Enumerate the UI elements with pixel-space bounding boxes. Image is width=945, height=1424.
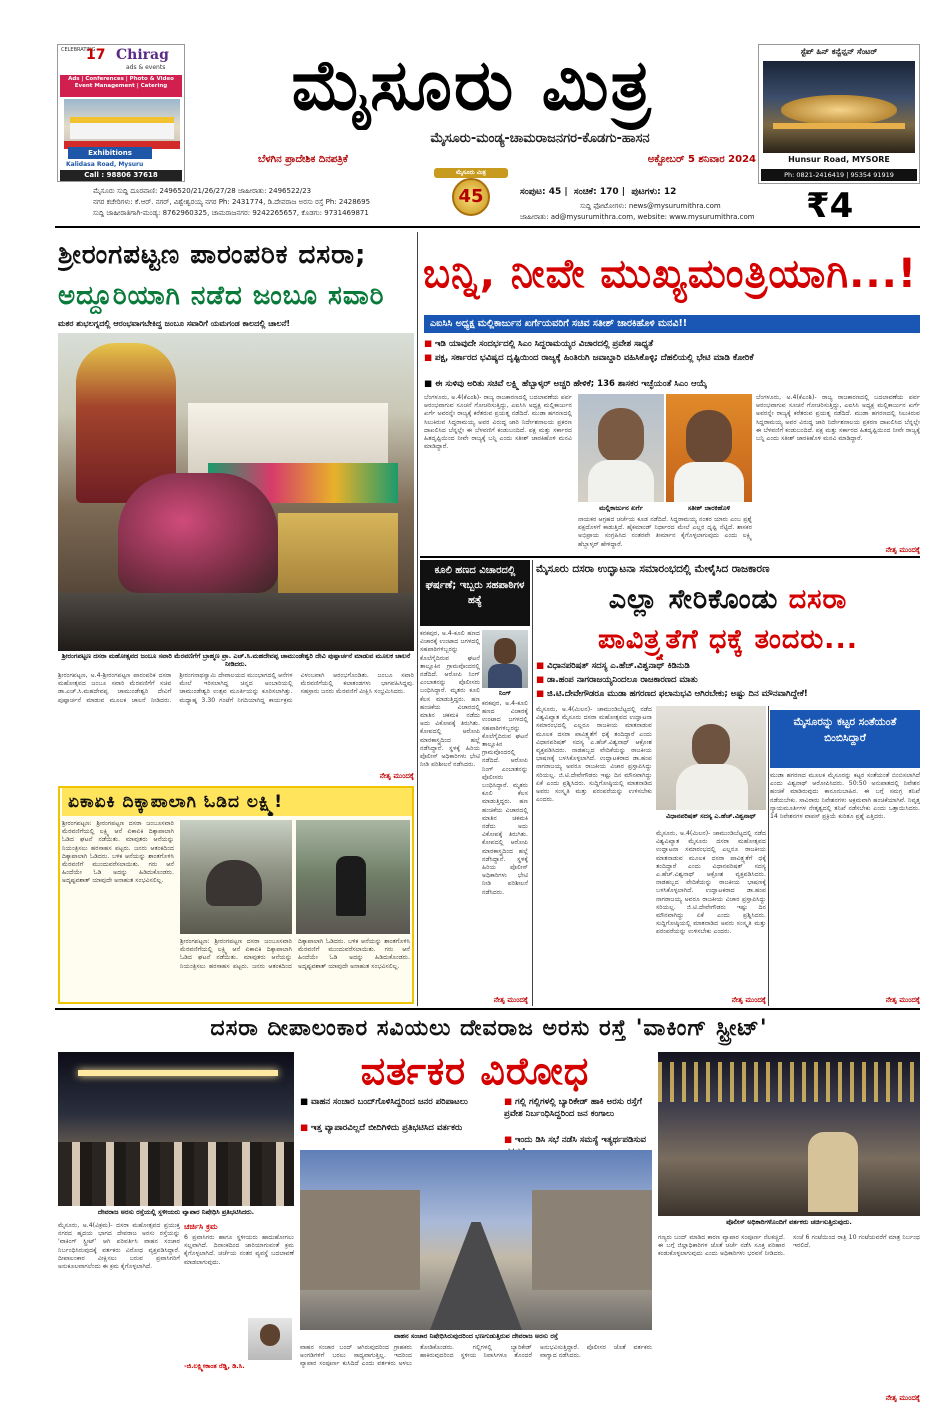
empty-road-photo	[300, 1150, 652, 1330]
ad-services: Ads | Conferences | Photo & Video Event Management | Catering	[60, 75, 182, 97]
lakshmi-headline: ಏಕಾಏಕಿ ದಿಕ್ಕಾಪಾಲಾಗಿ ಓಡಿದ ಲಕ್ಷ್ಮಿ!	[62, 788, 412, 816]
jarkiholi-photo	[666, 394, 752, 502]
vishwanath-photo	[656, 706, 766, 810]
ws-body-left: ಮೈಸೂರು, ಅ.4(ವಿಕ್ರಮ)- ದಸರಾ ಮಹೋತ್ಸವದ ಪ್ರಯುಕ್ತ ನಗರದ ಹೃದಯ ಭಾಗದ ದೇವರಾಜ ಅರಸು ರಸ್ತೆಯನ್ನು 'ವಾಕಿಂಗ್ ಸ್ಟ್ರೀಟ್' ಆಗಿ ಪರಿವರ್ತಿಸಿ ವಾಹನ ಸಂಚಾರ ನಿರ್ಬಂಧಿಸಿರುವುದಕ್ಕೆ ವರ್ತಕರು ವಿರೋಧ ವ್ಯಕ್ತಪಡಿಸಿದ್ದಾರೆ. ದೀಪಾಲಂಕಾರ ವೀಕ್ಷಿಸಲು ಬರುವ ಪ್ರವಾಸಿಗರಿಗೆ ಅನುಕೂಲವಾಗಲೆಂದು ಈ ಕ್ರಮ ಕೈಗೊಳ್ಳಲಾಗಿದೆ.	[58, 1222, 180, 1271]
masthead-title: ಮೈಸೂರು ಮಿತ್ರ	[291, 44, 653, 126]
ad-right-title: ಸ್ಟೆಪ್ ಹಿನ್ ಕನ್ವೆನ್ಷನ್ ಸೆಂಟರ್	[800, 47, 878, 56]
politics-bullet-2-text: ಡಾ.ಹಂಪ ನಾಗರಾಜಯ್ಯನಿಂದಲೂ ರಾಜಕಾರಣದ ಮಾತು	[547, 675, 698, 685]
email-line-1: ಸುದ್ದಿ ಫೋಟೋಗಳು: news@mysurumithra.com	[580, 202, 721, 210]
politics-headline-1	[536, 580, 920, 620]
masthead-rule	[55, 226, 920, 228]
cm-bullet-2-text: ಪಕ್ಷ, ಸರ್ಕಾರದ ಭವಿಷ್ಯದ ದೃಷ್ಟಿಯಿಂದ ರಾಜ್ಯಕ್ಕೆ ಹಿಂತಿರುಗಿ ಜವಾಬ್ದಾರಿ ವಹಿಸಿಕೊಳ್ಳಿ; ದೆಹಲಿಯಲ್ಲಿ ಭೇಟಿ ಮಾಡಿ ಕೋರಿಕೆ	[435, 353, 754, 363]
politics-bullet-3	[536, 688, 920, 700]
cm-signoff: ನೇತೃ ಮುಂದಕ್ಕೆ	[885, 546, 920, 554]
accused-photo	[482, 630, 528, 688]
cm-strap: ಎಐಸಿಸಿ ಅಧ್ಯಕ್ಷ ಮಲ್ಲಿಕಾರ್ಜುನ ಖರ್ಗೆಯವರಿಗೆ ಸಚಿವ ಸತೀಶ್ ಜಾರಕಿಹೊಳಿ ಮನವಿ!!	[424, 315, 920, 333]
jamboo-savari-caption: ಶ್ರೀರಂಗಪಟ್ಟಣ ದಸರಾ ಮಹೋತ್ಸವದ ಜಂಬೂ ಸವಾರಿ ಮೆರವಣಿಗೆಗೆ ಬ್ರಾಹ್ಮಣ ಪ್ರಾ. ಎಚ್.ಸಿ.ಮಹದೇವಪ್ಪ ಚಾಮುಂಡೇಶ್ವರಿ ದೇವಿ ಪುಷ್ಪಾರ್ಚನೆ ಮಾಡುವ ಮೂಲಕ ಚಾಲನೆ ನೀಡಿದರು.	[61, 652, 411, 668]
masthead-tagline: ಬೆಳಗಿನ ಪ್ರಾದೇಶಿಕ ದಿನಪತ್ರಿಕೆ	[258, 154, 348, 165]
lakshmi-body-1: ಶ್ರೀರಂಗಪಟ್ಟಣ: ಶ್ರೀರಂಗಪಟ್ಟಣ ದಸರಾ ಜಂಬೂಸವಾರಿ ಮೆರವಣಿಗೆಯಲ್ಲಿ ಲಕ್ಷ್ಮಿ ಆನೆ ಏಕಾಏಕಿ ದಿಕ್ಕಾಪಾಲಾಗಿ ಓಡಿದ ಘಟನೆ ನಡೆಯಿತು. ಮಾವುತರು ಆನೆಯನ್ನು ನಿಯಂತ್ರಿಸಲು ಹರಸಾಹಸ ಪಟ್ಟರು. ಜನರು ಆತಂಕದಿಂದ ದಿಕ್ಕಾಪಾಲಾಗಿ ಓಡಿದರು. ಬಳಿಕ ಆನೆಯನ್ನು ಶಾಂತಗೊಳಿಸಿ ಮೆರವಣಿಗೆ ಮುಂದುವರೆಸಲಾಯಿತು. ಗರು ಆನೆ ಹಿಂದೆಯೇ ಓಡಿ ಅದನ್ನು ಹಿಡಿದುಕೊಂಡರು. ಅದೃಷ್ಟವಶಾತ್ ಯಾವುದೇ ಅನಾಹುತ ಸಂಭವಿಸಲಿಲ್ಲ.	[62, 820, 174, 885]
kharge-caption: ಮಲ್ಲಿಕಾರ್ಜುನ ಖರ್ಗೆ	[599, 504, 643, 512]
ad-anniv-number: 17	[86, 47, 106, 63]
volume: ಸಂಪುಟ: 45	[520, 187, 562, 197]
issue: ಸಂಚಿಕೆ: 170	[573, 187, 619, 197]
email-line-2: ಜಾಹೀರಾತು: ad@mysurumithra.com, website: www.mysurumithra.com	[520, 213, 755, 221]
kuli-headline-box	[420, 560, 530, 626]
ws-bullet-1-text: ವಾಹನ ಸಂಚಾರ ಬಂದ್‌ಗೊಳಿಸಿದ್ದರಿಂದ ಜನರ ಪರಿಪಾಟಲು	[311, 1097, 468, 1107]
kuli-col-rule	[532, 560, 533, 1006]
ws-body-center: ವಾಹನ ಸಂಚಾರ ಬಂದ್ ಆಗಿರುವುದರಿಂದ ಗ್ರಾಹಕರು ಅಂಗಡಿಗಳಿಗೆ ಬರಲು ಸಾಧ್ಯವಾಗುತ್ತಿಲ್ಲ. ಇದರಿಂದ ವ್ಯಾಪಾರ ಸಂಪೂರ್ಣ ಕುಸಿದಿದೆ ಎಂದು ವರ್ತಕರು ಅಳಲು ತೋಡಿಕೊಂಡರು. ಗಲ್ಲಿಗಳಲ್ಲಿ ಬ್ಯಾರಿಕೇಡ್ ಹಾಕಿರುವುದರಿಂದ ಸ್ಥಳೀಯ ನಿವಾಸಿಗಳೂ ತೊಂದರೆ ಅನುಭವಿಸುತ್ತಿದ್ದಾರೆ. ಪೊಲೀಸರ ಜೊತೆ ವರ್ತಕರು ವಾಗ್ವಾದ ನಡೆಸಿದರು.	[300, 1344, 652, 1368]
cm-bullet-1-text: ಇಡಿ ಯಾವುದೇ ಸಂದರ್ಭದಲ್ಲಿ ಸಿಎಂ ಸಿದ್ದರಾಮಯ್ಯರ ವಿಚಾರದಲ್ಲಿ ಪ್ರವೇಶ ಸಾಧ್ಯತೆ	[435, 339, 654, 349]
srirangapatna-strap: ಮಕರ ಶುಭಲಗ್ನದಲ್ಲಿ ಆರಂಭವಾಗಬೇಕಿದ್ದ ಜಂಬೂ ಸವಾರಿಗೆ ಯಮಗಂಡ ಕಾಲದಲ್ಲಿ ಚಾಲನೆ!	[58, 319, 291, 328]
srirangapatna-headline-2: ಅದ್ದೂರಿಯಾಗಿ ನಡೆದ ಜಂಬೂ ಸವಾರಿ	[58, 281, 385, 311]
ad-photo	[64, 99, 180, 149]
politics-body-1: ಮೈಸೂರು, ಅ.4(ಮಿಲನ)- ಚಾಮುಂಡಿಬೆಟ್ಟದಲ್ಲಿ ನಡೆದ ವಿಶ್ವವಿಖ್ಯಾತ ಮೈಸೂರು ದಸರಾ ಮಹೋತ್ಸವದ ಉದ್ಘಾಟನಾ ಸಮಾರಂಭದಲ್ಲಿ ಎಲ್ಲರೂ ರಾಜಕೀಯ ಮಾತನಾಡುವ ಮೂಲಕ ದಸರಾ ಪಾವಿತ್ರ್ಯತೆಗೆ ಧಕ್ಕೆ ತಂದಿದ್ದಾರೆ ಎಂದು ವಿಧಾನಪರಿಷತ್ ಸದಸ್ಯ ಎ.ಹೆಚ್.ವಿಶ್ವನಾಥ್ ಆಕ್ರೋಶ ವ್ಯಕ್ತಪಡಿಸಿದರು. ನಾಡಹಬ್ಬದ ವೇದಿಕೆಯನ್ನು ರಾಜಕೀಯ ಭಾಷಣಕ್ಕೆ ಬಳಸಿಕೊಳ್ಳಲಾಗಿದೆ. ಉದ್ಘಾಟಕರಾದ ಡಾ.ಹಂಪ ನಾಗರಾಜಯ್ಯ ಅವರೂ ರಾಜಕೀಯ ವಿಚಾರ ಪ್ರಸ್ತಾಪಿಸಿದ್ದು ಸರಿಯಲ್ಲ. ಜಿ.ಟಿ.ದೇವೇಗೌಡರು ಇಷ್ಟು ದಿನ ಮೌನವಾಗಿದ್ದು ಏಕೆ ಎಂದು ಪ್ರಶ್ನಿಸಿದರು. ಸುದ್ದಿಗೋಷ್ಠಿಯಲ್ಲಿ ಮಾತನಾಡಿದ ಅವರು ಸಂಸ್ಕೃತಿ ಮತ್ತು ಪರಂಪರೆಯನ್ನು ಉಳಿಸಬೇಕು ಎಂದರು.	[536, 706, 652, 804]
ws-bullet-3	[300, 1122, 500, 1134]
dc-sidebar-text: 6 ಪ್ರವಾಸಿಗರು ಹಾಗೂ ಸ್ಥಳೀಯರು ಹಾದುಹೋಗಲು ಸಲ್ಲವಾಗಿದೆ. ದಿನಾಂಕದಿಂದ ಜಾರಿಯಾಗುವಂತೆ ಕ್ರಮ ಕೈಗೊಳ್ಳಲಾಗಿದೆ. ಚರ್ಚೆಯ ನಂತರ ವ್ಯವಸ್ಥೆ ಬದಲಾವಣೆ ಮಾಡಲಾಗುವುದು.	[184, 1234, 294, 1266]
mysuru-body: ಮುಡಾ ಹಗರಣದ ಮೂಲಕ ಮೈಸೂರನ್ನು ಕಟ್ಟರ ಸಂತೆಯಂತೆ ಬಿಂಬಿಸಲಾಗಿದೆ ಎಂದು ವಿಶ್ವನಾಥ್ ಆರೋಪಿಸಿದರು. 50:50 ಅನುಪಾತದಲ್ಲಿ ನಿವೇಶನ ಹಂಚಿಕೆ ಮಾಡಿರುವುದು ಕಾನೂನುಬಾಹಿರ. ಈ ಬಗ್ಗೆ ಸಮಗ್ರ ತನಿಖೆ ನಡೆಯಬೇಕು. ಸಾವಿರಾರು ನಿವೇಶನಗಳು ಅಕ್ರಮವಾಗಿ ಹಂಚಿಕೆಯಾಗಿವೆ. ನಿವೃತ್ತ ನ್ಯಾಯಮೂರ್ತಿಗಳ ನೇತೃತ್ವದಲ್ಲಿ ತನಿಖೆ ನಡೆಸಬೇಕು ಎಂದು ಒತ್ತಾಯಿಸಿದರು. 14 ನಿವೇಶನಗಳ ವಾಪಸ್ ಪ್ರಕ್ರಿಯೆ ಕುರಿತೂ ಪ್ರಶ್ನೆ ಎತ್ತಿದರು.	[770, 772, 920, 821]
traders-caption: ಪೊಲೀಸ್ ಅಧಿಕಾರಿಗಳೊಂದಿಗೆ ವರ್ತಕರು ಚರ್ಚಿಸುತ್ತಿರುವುದು.	[726, 1218, 852, 1226]
lakshmi-body-2	[180, 938, 410, 996]
anniversary-label: ಮೈಸೂರು ಮಿತ್ರ	[434, 168, 508, 178]
traders-photo	[658, 1052, 920, 1216]
chirag-ad[interactable]	[57, 44, 185, 182]
mid-page-rule	[55, 1008, 920, 1010]
kuli-body: ಕನಕಪುರ, ಅ.4-ಕೂಲಿ ಹಣದ ವಿಚಾರಕ್ಕೆ ಉಂಟಾದ ಜಗಳದಲ್ಲಿ ಸಹಪಾಠಿಗಳಿಬ್ಬರನ್ನು ಕೊಲೆಗೈದಿರುವ ಘಟನೆ ತಾಲ್ಲೂಕಿನ ಗ್ರಾಮವೊಂದರಲ್ಲಿ ನಡೆದಿದೆ. ಆರೋಪಿ ನಿಂಗ್ ಎಂಬಾತನನ್ನು ಪೊಲೀಸರು ಬಂಧಿಸಿದ್ದಾರೆ. ಮೃತರು ಕೂಲಿ ಕೆಲಸ ಮಾಡುತ್ತಿದ್ದರು. ಹಣ ಹಂಚಿಕೆಯ ವಿಚಾರದಲ್ಲಿ ಮಾತಿನ ಚಕಮಕಿ ನಡೆದು ಅದು ವಿಕೋಪಕ್ಕೆ ತಿರುಗಿತು. ಕೋಪದಲ್ಲಿ ಆರೋಪಿ ಮಾರಕಾಸ್ತ್ರದಿಂದ ಹಲ್ಲೆ ನಡೆಸಿದ್ದಾನೆ. ಸ್ಥಳಕ್ಕೆ ಹಿರಿಯ ಪೊಲೀಸ್ ಅಧಿಕಾರಿಗಳು ಭೇಟಿ ನೀಡಿ ಪರಿಶೀಲನೆ ನಡೆಸಿದರು.	[420, 630, 480, 769]
price: ₹4	[806, 186, 854, 226]
mysuru-headline: ಮೈಸೂರನ್ನು ಕಟ್ಟರ ಸಂತೆಯಂತೆ ಬಿಂಬಿಸಿದ್ದಾರೆ	[793, 716, 897, 744]
mysuru-headline-box	[770, 710, 920, 768]
politics-body-2: ಮೈಸೂರು, ಅ.4(ಮಿಲನ)- ಚಾಮುಂಡಿಬೆಟ್ಟದಲ್ಲಿ ನಡೆದ ವಿಶ್ವವಿಖ್ಯಾತ ಮೈಸೂರು ದಸರಾ ಮಹೋತ್ಸವದ ಉದ್ಘಾಟನಾ ಸಮಾರಂಭದಲ್ಲಿ ಎಲ್ಲರೂ ರಾಜಕೀಯ ಮಾತನಾಡುವ ಮೂಲಕ ದಸರಾ ಪಾವಿತ್ರ್ಯತೆಗೆ ಧಕ್ಕೆ ತಂದಿದ್ದಾರೆ ಎಂದು ವಿಧಾನಪರಿಷತ್ ಸದಸ್ಯ ಎ.ಹೆಚ್.ವಿಶ್ವನಾಥ್ ಆಕ್ರೋಶ ವ್ಯಕ್ತಪಡಿಸಿದರು. ನಾಡಹಬ್ಬದ ವೇದಿಕೆಯನ್ನು ರಾಜಕೀಯ ಭಾಷಣಕ್ಕೆ ಬಳಸಿಕೊಳ್ಳಲಾಗಿದೆ. ಉದ್ಘಾಟಕರಾದ ಡಾ.ಹಂಪ ನಾಗರಾಜಯ್ಯ ಅವರೂ ರಾಜಕೀಯ ವಿಚಾರ ಪ್ರಸ್ತಾಪಿಸಿದ್ದು ಸರಿಯಲ್ಲ. ಜಿ.ಟಿ.ದೇವೇಗೌಡರು ಇಷ್ಟು ದಿನ ಮೌನವಾಗಿದ್ದು ಏಕೆ ಎಂದು ಪ್ರಶ್ನಿಸಿದರು. ಸುದ್ದಿಗೋಷ್ಠಿಯಲ್ಲಿ ಮಾತನಾಡಿದ ಅವರು ಸಂಸ್ಕೃತಿ ಮತ್ತು ಪರಂಪರೆಯನ್ನು ಉಳಿಸಬೇಕು ಎಂದರು.	[656, 830, 766, 936]
empty-road-caption: ವಾಹನ ಸಂಚಾರ ನಿಷೇಧಿಸಿರುವುದರಿಂದ ಭಣಗುಡುತ್ತಿರುವ ದೇವರಾಜ ಅರಸು ರಸ್ತೆ	[393, 1332, 559, 1340]
srirangapatna-signoff: ನೇತೃ ಮುಂದಕ್ಕೆ	[379, 772, 414, 780]
ws-body-right: ಗಣ್ಯರು ಬಂದ್ ಮಾಡಿದ ಕಾರಣ ವ್ಯಾಪಾರ ಸಂಪೂರ್ಣ ನೆಲಕಚ್ಚಿದೆ. ಈ ಬಗ್ಗೆ ಜಿಲ್ಲಾಧಿಕಾರಿಗಳ ಜೊತೆ ಚರ್ಚೆ ನಡೆಸಿ ಸೂಕ್ತ ಪರಿಹಾರ ಕಂಡುಕೊಳ್ಳಲಾಗುವುದು ಎಂದು ಅಧಿಕಾರಿಗಳು ಭರವಸೆ ನೀಡಿದರು. ಸಂಜೆ 6 ಗಂಟೆಯಿಂದ ರಾತ್ರಿ 10 ಗಂಟೆಯವರೆಗೆ ಮಾತ್ರ ನಿರ್ಬಂಧ ಇರಲಿದೆ.	[658, 1234, 920, 1258]
ad-address: Kalidasa Road, Mysuru	[66, 161, 144, 168]
srirangapatna-headline-1: ಶ್ರೀರಂಗಪಟ್ಟಣ ಪಾರಂಪರಿಕ ದಸರಾ;	[58, 240, 367, 270]
cm-bottom-rule	[420, 556, 920, 558]
anniversary-number: 45	[452, 178, 490, 216]
ad-right-photo	[763, 61, 915, 153]
contact-line-2: ನಗರ ಕಚೇರಿಗಳು: ಕೆ.ಆರ್. ನಗರ್, ವಿಶ್ವೇಶ್ವರಯ್ಯ ನಗರ Ph: 2431774, ಡಿ.ದೇವರಾಜ ಅರಸು ರಸ್ತೆ Ph: 2428695	[93, 198, 371, 206]
pages: ಪುಟಗಳು: 12	[631, 187, 677, 197]
cm-body-right: ಬೆಂಗಳೂರು, ಅ.4(ಕೆಎಂಶಿ)- ರಾಜ್ಯ ರಾಜಕಾರಣದಲ್ಲಿ ಬದಲಾವಣೆಯ ಪರ್ವ ಆರಂಭವಾಗುವ ಸೂಚನೆ ಗೋಚರಿಸುತ್ತಿದ್ದು, ಎಐಸಿಸಿ ಅಧ್ಯಕ್ಷ ಮಲ್ಲಿಕಾರ್ಜುನ ಖರ್ಗೆ ಅವರನ್ನೇ ರಾಜ್ಯಕ್ಕೆ ಕರೆತರುವ ಪ್ರಯತ್ನ ನಡೆದಿದೆ. ಮುಡಾ ಹಗರಣದಲ್ಲಿ ಸಿಲುಕಿರುವ ಸಿದ್ದರಾಮಯ್ಯ ಅವರ ವಿರುದ್ಧ ಜಾರಿ ನಿರ್ದೇಶನಾಲಯ ಪ್ರಕರಣ ದಾಖಲಿಸಿದ ಬೆನ್ನಲ್ಲೇ ಈ ಬೆಳವಣಿಗೆ ಕಂಡುಬಂದಿದೆ. ಪಕ್ಷ ಮತ್ತು ಸರ್ಕಾರದ ಹಿತದೃಷ್ಟಿಯಿಂದ ನೀವೇ ರಾಜ್ಯಕ್ಕೆ ಬನ್ನಿ ಎಂದು ಸತೀಶ್ ಜಾರಕಿಹೊಳಿ ಮನವಿ ಮಾಡಿದ್ದಾರೆ.	[756, 394, 920, 443]
ws-bullet-2	[504, 1096, 654, 1120]
cm-body-mid: ನಾಯಕರ ಆಗ್ರಹದ ಚರ್ಚೆಯ ಕೂಡ ನಡೆದಿದೆ. ಸಿದ್ದರಾಮಯ್ಯ ನಂತರ ಯಾರು ಎಂಬ ಪ್ರಶ್ನೆ ಪಕ್ಷದೊಳಗೆ ಕಾಡುತ್ತಿದೆ. ಹೈಕಮಾಂಡ್ ನಿರ್ಧಾರದ ಮೇಲೆ ಎಲ್ಲರ ದೃಷ್ಟಿ ನೆಟ್ಟಿದೆ. ಶಾಸಕರ ಅಭಿಪ್ರಾಯ ಸಂಗ್ರಹಿಸಿದ ನಂತರವೇ ತೀರ್ಮಾನ ಕೈಗೊಳ್ಳಲಾಗುವುದು ಎಂದು ಲಕ್ಷ್ಮಿ ಹೆಬ್ಬಾಳ್ಕರ್ ಹೇಳಿದ್ದಾರೆ.	[578, 516, 752, 548]
ad-right-address: Hunsur Road, MYSORE	[788, 155, 890, 164]
politics-kicker: ಮೈಸೂರು ದಸರಾ ಉದ್ಘಾಟನಾ ಸಮಾರಂಭದಲ್ಲಿ ಮೇಳೈಸಿದ ರಾಜಕಾರಣ	[536, 563, 770, 575]
ad-brand: Chirag	[116, 47, 169, 63]
politics-headline-2: ಪಾವಿತ್ರ್ಯತೆಗೆ ಧಕ್ಕೆ ತಂದರು...	[598, 624, 858, 655]
cm-bullet-2	[424, 352, 920, 364]
politics-signoff: ನೇತೃ ಮುಂದಕ್ಕೆ	[731, 996, 766, 1004]
masthead-regions: ಮೈಸೂರು-ಮಂಡ್ಯ-ಚಾಮರಾಜನಗರ-ಕೊಡಗು-ಹಾಸನ	[430, 131, 650, 146]
jamboo-savari-photo	[58, 333, 414, 651]
dc-photo	[248, 1318, 292, 1360]
vishwanath-caption: ವಿಧಾನಪರಿಷತ್ ಸದಸ್ಯ ಎ.ಹೆಚ್.ವಿಶ್ವನಾಥ್	[666, 812, 756, 820]
ad-phone: Call : 98806 37618	[60, 170, 182, 181]
walking-street-headline-1: ದಸರಾ ದೀಪಾಲಂಕಾರ ಸವಿಯಲು ದೇವರಾಜ ಅರಸು ರಸ್ತೆ 'ವಾಕಿಂಗ್ ಸ್ಟ್ರೀಟ್'	[210, 1016, 768, 1041]
jarkiholi-caption: ಸತೀಶ್ ಜಾರಕಿಹೊಳಿ	[687, 504, 731, 512]
politics-bullet-1-text: ವಿಧಾನಪರಿಷತ್ ಸದಸ್ಯ ಎ.ಹೆಚ್.ವಿಶ್ವನಾಥ್ ಕಿಡಿನುಡಿ	[547, 661, 690, 671]
politics-headline-1-red: ದಸರಾ	[788, 584, 848, 615]
protest-photo	[58, 1052, 294, 1206]
dc-sidebar-sig: -ಜಿ.ಲಕ್ಷ್ಮೀಕಾಂತ ರೆಡ್ಡಿ, ಡಿ.ಸಿ.	[184, 1362, 245, 1370]
politics-bullet-2	[536, 674, 920, 686]
walking-street-headline-2: ವರ್ತಕರ ವಿರೋಧ	[360, 1049, 590, 1093]
accused-caption: ನಿಂಗ್	[498, 689, 512, 697]
lakshmi-photo-2	[296, 820, 410, 934]
ws-bullet-2-text: ಗಲ್ಲಿ ಗಲ್ಲಿಗಳಲ್ಲಿ ಬ್ಯಾರಿಕೇಡ್ ಹಾಕಿ ಅರಸು ರಸ್ತೆಗೆ ಪ್ರವೇಶ ನಿರ್ಬಂಧಿಸಿದ್ದರಿಂದ ಜನ ಕಂಗಾಲು	[504, 1097, 642, 1119]
ad-brand-sub: ads & events	[126, 64, 166, 71]
anniversary-badge	[430, 168, 512, 220]
left-col-rule	[417, 232, 418, 1006]
kuli-body-2: ಕನಕಪುರ, ಅ.4-ಕೂಲಿ ಹಣದ ವಿಚಾರಕ್ಕೆ ಉಂಟಾದ ಜಗಳದಲ್ಲಿ ಸಹಪಾಠಿಗಳಿಬ್ಬರನ್ನು ಕೊಲೆಗೈದಿರುವ ಘಟನೆ ತಾಲ್ಲೂಕಿನ ಗ್ರಾಮವೊಂದರಲ್ಲಿ ನಡೆದಿದೆ. ಆರೋಪಿ ನಿಂಗ್ ಎಂಬಾತನನ್ನು ಪೊಲೀಸರು ಬಂಧಿಸಿದ್ದಾರೆ. ಮೃತರು ಕೂಲಿ ಕೆಲಸ ಮಾಡುತ್ತಿದ್ದರು. ಹಣ ಹಂಚಿಕೆಯ ವಿಚಾರದಲ್ಲಿ ಮಾತಿನ ಚಕಮಕಿ ನಡೆದು ಅದು ವಿಕೋಪಕ್ಕೆ ತಿರುಗಿತು. ಕೋಪದಲ್ಲಿ ಆರೋಪಿ ಮಾರಕಾಸ್ತ್ರದಿಂದ ಹಲ್ಲೆ ನಡೆಸಿದ್ದಾನೆ. ಸ್ಥಳಕ್ಕೆ ಹಿರಿಯ ಪೊಲೀಸ್ ಅಧಿಕಾರಿಗಳು ಭೇಟಿ ನೀಡಿ ಪರಿಶೀಲನೆ ನಡೆಸಿದರು.	[482, 700, 528, 896]
ws-bullet-3-text: ಇತ್ತ ವ್ಯಾಪಾರವಿಲ್ಲದೆ ಬೀದಿಗಿಳಿದು ಪ್ರತಿಭಟಿಸಿದ ವರ್ತಕರು	[311, 1123, 463, 1133]
ws-bullet-4-text: ಇಂದು ಡಿಸಿ ಸಭೆ ನಡೆಸಿ ಸಮಸ್ಯೆ ಇತ್ಯರ್ಥಪಡಿಸುವ	[515, 1135, 647, 1145]
ad-anniv-note: CELEBRATING	[61, 47, 96, 53]
kharge-photo	[578, 394, 664, 502]
dc-sidebar	[184, 1222, 294, 1372]
ws-signoff: ನೇತೃ ಮುಂದಕ್ಕೆ	[885, 1394, 920, 1402]
ws-bullet-1	[300, 1096, 500, 1108]
lakshmi-body-2-text: ಶ್ರೀರಂಗಪಟ್ಟಣ: ಶ್ರೀರಂಗಪಟ್ಟಣ ದಸರಾ ಜಂಬೂಸವಾರಿ ಮೆರವಣಿಗೆಯಲ್ಲಿ ಲಕ್ಷ್ಮಿ ಆನೆ ಏಕಾಏಕಿ ದಿಕ್ಕಾಪಾಲಾಗಿ ಓಡಿದ ಘಟನೆ ನಡೆಯಿತು. ಮಾವುತರು ಆನೆಯನ್ನು ನಿಯಂತ್ರಿಸಲು ಹರಸಾಹಸ ಪಟ್ಟರು. ಜನರು ಆತಂಕದಿಂದ ದಿಕ್ಕಾಪಾಲಾಗಿ ಓಡಿದರು. ಬಳಿಕ ಆನೆಯನ್ನು ಶಾಂತಗೊಳಿಸಿ ಮೆರವಣಿಗೆ ಮುಂದುವರೆಸಲಾಯಿತು. ಗರು ಆನೆ ಹಿಂದೆಯೇ ಓಡಿ ಅದನ್ನು ಹಿಡಿದುಕೊಂಡರು. ಅದೃಷ್ಟವಶಾತ್ ಯಾವುದೇ ಅನಾಹುತ ಸಂಭವಿಸಲಿಲ್ಲ.	[180, 938, 410, 970]
kuli-signoff: ನೇತೃ ಮುಂದಕ್ಕೆ	[493, 996, 528, 1004]
convention-ad[interactable]	[758, 44, 920, 184]
cm-body-left: ಬೆಂಗಳೂರು, ಅ.4(ಕೆಎಂಶಿ)- ರಾಜ್ಯ ರಾಜಕಾರಣದಲ್ಲಿ ಬದಲಾವಣೆಯ ಪರ್ವ ಆರಂಭವಾಗುವ ಸೂಚನೆ ಗೋಚರಿಸುತ್ತಿದ್ದು, ಎಐಸಿಸಿ ಅಧ್ಯಕ್ಷ ಮಲ್ಲಿಕಾರ್ಜುನ ಖರ್ಗೆ ಅವರನ್ನೇ ರಾಜ್ಯಕ್ಕೆ ಕರೆತರುವ ಪ್ರಯತ್ನ ನಡೆದಿದೆ. ಮುಡಾ ಹಗರಣದಲ್ಲಿ ಸಿಲುಕಿರುವ ಸಿದ್ದರಾಮಯ್ಯ ಅವರ ವಿರುದ್ಧ ಜಾರಿ ನಿರ್ದೇಶನಾಲಯ ಪ್ರಕರಣ ದಾಖಲಿಸಿದ ಬೆನ್ನಲ್ಲೇ ಈ ಬೆಳವಣಿಗೆ ಕಂಡುಬಂದಿದೆ. ಪಕ್ಷ ಮತ್ತು ಸರ್ಕಾರದ ಹಿತದೃಷ್ಟಿಯಿಂದ ನೀವೇ ರಾಜ್ಯಕ್ಕೆ ಬನ್ನಿ ಎಂದು ಸತೀಶ್ ಜಾರಕಿಹೊಳಿ ಮನವಿ ಮಾಡಿದ್ದಾರೆ.	[424, 394, 572, 451]
contact-line-3: ಸುದ್ದಿ ಜಾಹೀರಾತಿಗಾಗಿ-ಮಂಡ್ಯ: 8762960325, ಚಾಮರಾಜನಗರ: 9242265657, ಕೊಡಗು: 9731469871	[93, 209, 369, 217]
right-col-rule	[768, 706, 769, 1006]
ad-right-phone: Ph: 0821-2416419 | 95354 91919	[761, 169, 917, 181]
srirangapatna-body: ಶ್ರೀರಂಗಪಟ್ಟಣ, ಅ.4-ಶ್ರೀರಂಗಪಟ್ಟಣ ಪಾರಂಪರಿಕ ದಸರಾ ಮಹೋತ್ಸವದ ಜಂಬೂ ಸವಾರಿ ಮೆರವಣಿಗೆಗೆ ಸಚಿವ ಡಾ.ಎಚ್.ಸಿ.ಮಹದೇವಪ್ಪ ಚಾಮುಂಡೇಶ್ವರಿ ದೇವಿಗೆ ಪುಷ್ಪಾರ್ಚನೆ ಮಾಡುವ ಮೂಲಕ ಚಾಲನೆ ನೀಡಿದರು. ಶ್ರೀರಂಗನಾಥಸ್ವಾಮಿ ದೇವಾಲಯದ ಮುಂಭಾಗದಲ್ಲಿ ಆನೆಗಳ ಮೇಲೆ ಇರಿಸಲಾಗಿದ್ದ ಚಿನ್ನದ ಅಂಬಾರಿಯಲ್ಲಿ ಚಾಮುಂಡೇಶ್ವರಿ ಉತ್ಸವ ಮೂರ್ತಿಯನ್ನು ಕೂರಿಸಲಾಗಿತ್ತು. ಮಧ್ಯಾಹ್ನ 3.30 ಗಂಟೆಗೆ ನಿಗದಿಯಾಗಿದ್ದ ಕಾರ್ಯಕ್ರಮ ವಿಳಂಬವಾಗಿ ಆರಂಭಗೊಂಡಿತು. ಜಂಬೂ ಸವಾರಿ ಮೆರವಣಿಗೆಯಲ್ಲಿ ಕಲಾತಂಡಗಳು ಭಾಗವಹಿಸಿದ್ದವು. ಸಹಸ್ರಾರು ಜನರು ಮೆರವಣಿಗೆ ವೀಕ್ಷಿಸಿ ಸಂಭ್ರಮಿಸಿದರು.	[58, 672, 414, 704]
lakshmi-photo-1	[180, 820, 292, 934]
cm-headline: ಬನ್ನಿ, ನೀವೇ ಮುಖ್ಯಮಂತ್ರಿಯಾಗಿ...!	[422, 251, 918, 297]
politics-headline-1-black: ಎಲ್ಲಾ ಸೇರಿಕೊಂಡು	[608, 584, 779, 615]
ad-banner: Exhibitions	[68, 147, 152, 159]
kuli-headline: ಕೂಲಿ ಹಣದ ವಿಚಾರದಲ್ಲಿ ಘರ್ಷಣೆ; ಇಬ್ಬರು ಸಹಪಾಠಿಗಳ ಹತ್ಯೆ	[425, 565, 525, 606]
contact-line-1: ಮೈಸೂರು ಸುದ್ದಿ ದೂರವಾಣಿ: 2496520/21/26/27/28 ಜಾಹೀರಾತು: 2496522/23	[93, 187, 312, 195]
cm-bullet-1	[424, 338, 744, 350]
volume-info: ಸಂಪುಟ: 45 | ಸಂಚಿಕೆ: 170 | ಪುಟಗಳು: 12	[520, 187, 677, 197]
protest-caption: ದೇವರಾಜ ಅರಸು ರಸ್ತೆಯಲ್ಲಿ ಸ್ಥಳೀಯರು ವ್ಯಾಪಾರ ನಿಷೇಧಿಸಿ ಪ್ರತಿಭಟಿಸಿದರು.	[97, 1208, 255, 1216]
cm-bullet-3-text: ಈ ಸುಳಿವು ಅರಿತು ಸಚಿವೆ ಲಕ್ಷ್ಮಿ ಹೆಬ್ಬಾಳ್ಕರ್ ಅಚ್ಚರಿ ಹೇಳಿಕೆ; 136 ಶಾಸಕರ ಇಚ್ಛೆಯಂತೆ ಸಿಎಂ ಆಯ್ಕೆ	[435, 379, 707, 389]
mysuru-signoff: ನೇತೃ ಮುಂದಕ್ಕೆ	[885, 996, 920, 1004]
cm-bullet-3	[424, 378, 920, 390]
politics-bullet-1	[536, 660, 806, 672]
dc-sidebar-label: ಚರ್ಚಿಸಿ ಕ್ರಮ	[184, 1222, 218, 1231]
politics-bullet-3-text: ಜಿ.ಟಿ.ದೇವೇಗೌಡರೂ ಮುಡಾ ಹಗರಣದ ಫಲಾನುಭವಿ ಆಗಿರಬೇಕು; ಅಷ್ಟು ದಿನ ಮೌನವಾಗಿದ್ದೇಕೆ!	[547, 689, 808, 699]
masthead-date: ಅಕ್ಟೋಬರ್ 5 ಶನಿವಾರ 2024	[647, 154, 756, 165]
